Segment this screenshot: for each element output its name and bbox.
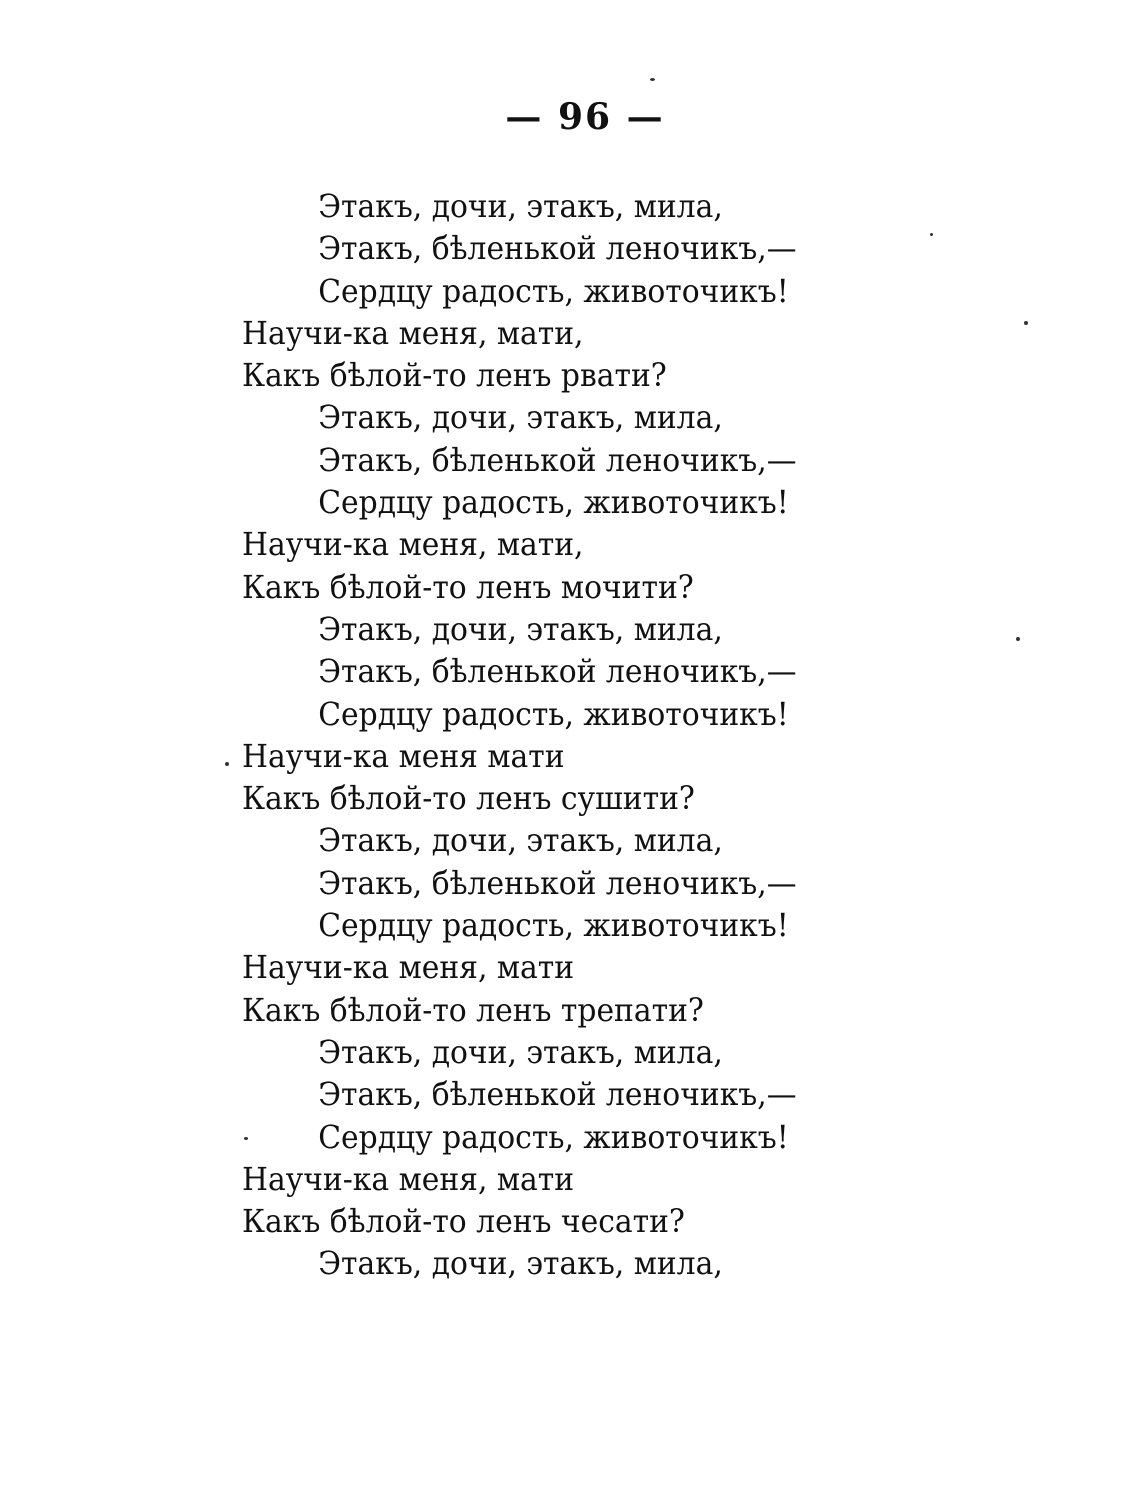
poem-line: Этакъ, дочи, этакъ, мила, xyxy=(318,821,723,860)
poem-line: Сердцу радость, животочикъ! xyxy=(318,483,789,522)
scan-speck xyxy=(244,1137,248,1140)
scan-speck xyxy=(1024,321,1028,325)
poem-line: Какъ бѣлой-то ленъ рвати? xyxy=(242,356,667,395)
poem-line: Этакъ, бѣленькой леночикъ,— xyxy=(318,863,797,902)
poem-line: Этакъ, дочи, этакъ, мила, xyxy=(318,187,723,225)
poem-line: Сердцу радость, животочикъ! xyxy=(318,1117,789,1156)
scan-speck xyxy=(1016,637,1020,641)
poem-line: Какъ бѣлой-то ленъ сушити? xyxy=(242,779,695,818)
poem-line: Научи-ка меня мати xyxy=(242,736,565,775)
poem-line: Научи-ка меня, мати xyxy=(242,948,575,987)
scan-speck xyxy=(225,762,229,766)
poem-line: Этакъ, бѣленькой леночикъ,— xyxy=(318,1075,797,1114)
poem-line: Этакъ, бѣленькой леночикъ,— xyxy=(318,229,797,268)
poem-line: Этакъ, дочи, этакъ, мила, xyxy=(318,609,723,648)
scan-speck xyxy=(650,78,655,81)
poem-verse xyxy=(242,185,838,1285)
poem-line: Научи-ка меня, мати, xyxy=(242,525,584,564)
poem-line: Сердцу радость, животочикъ! xyxy=(318,271,789,310)
poem-line: Этакъ, дочи, этакъ, мила, xyxy=(318,398,723,437)
poem-line: Какъ бѣлой-то ленъ чесати? xyxy=(242,1202,685,1241)
poem-line: Какъ бѣлой-то ленъ мочити? xyxy=(242,567,694,606)
poem-line: Какъ бѣлой-то ленъ трепати? xyxy=(242,990,704,1029)
poem-line: Сердцу радость, животочикъ! xyxy=(318,906,789,945)
poem-line: Этакъ, бѣленькой леночикъ,— xyxy=(318,440,797,479)
scan-speck xyxy=(930,233,933,236)
poem-line: Научи-ка меня, мати, xyxy=(242,313,584,352)
poem-line: Этакъ, дочи, этакъ, мила, xyxy=(318,1244,723,1283)
poem-line: Сердцу радость, животочикъ! xyxy=(318,694,789,733)
poem-line: Этакъ, дочи, этакъ, мила, xyxy=(318,1032,723,1071)
poem-line: Этакъ, бѣленькой леночикъ,— xyxy=(318,652,797,691)
poem-line: Научи-ка меня, мати xyxy=(242,1159,575,1198)
page-number: — 96 — xyxy=(505,96,665,138)
